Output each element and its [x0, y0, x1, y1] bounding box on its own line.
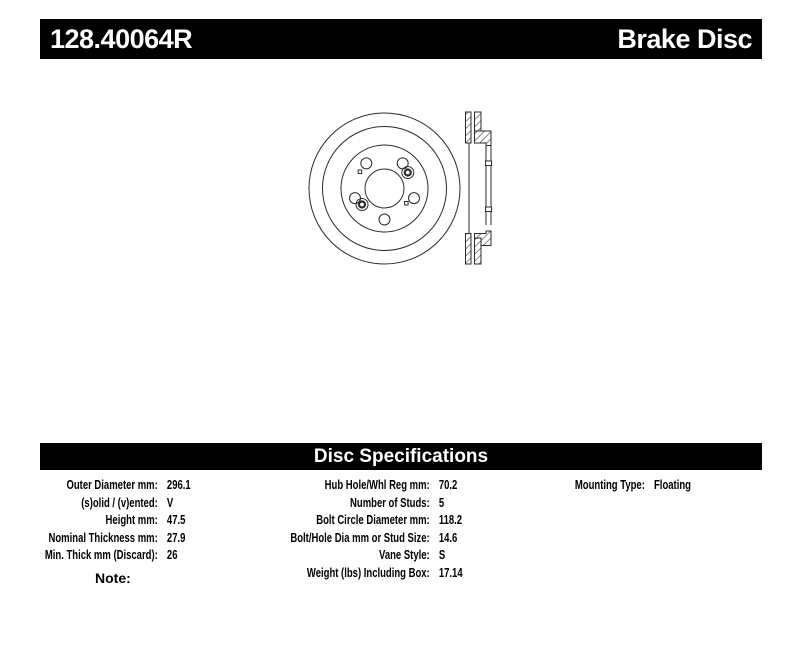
spec-row-outer-diameter — [40, 477, 291, 495]
spec-row-number-of-studs — [280, 495, 538, 513]
spec-label: Height mm: — [105, 513, 158, 527]
disc-outer-edge — [309, 113, 460, 264]
spec-value: 47.5 — [166, 513, 186, 527]
retaining-screw-hole — [356, 199, 368, 211]
spec-label: Number of Studs: — [350, 495, 430, 510]
spec-value: 296.1 — [166, 478, 191, 492]
retaining-screw-hole — [402, 167, 414, 179]
spec-value: 27.9 — [166, 530, 186, 545]
spec-row-nominal-thickness — [40, 530, 291, 548]
spec-label: Mounting Type: — [574, 478, 645, 492]
spec-row-weight — [280, 565, 538, 583]
alignment-mark — [358, 170, 362, 174]
spec-row-mounting-type — [540, 477, 760, 495]
product-type: Brake Disc — [617, 23, 752, 54]
disc-cross-section-view — [466, 112, 492, 264]
spec-value: Floating — [654, 478, 691, 492]
outboard-plate-top — [466, 112, 472, 143]
section-title: Disc Specifications — [313, 445, 489, 467]
spec-row-bolt-circle-diameter — [280, 512, 538, 530]
stud-hole — [361, 158, 372, 169]
spec-value: 17.14 — [438, 565, 463, 580]
spec-column-left — [40, 477, 291, 565]
outboard-plate-bottom — [466, 234, 472, 265]
stud-hole — [409, 193, 420, 204]
disc-center-bore — [365, 169, 404, 208]
spec-row-height — [40, 512, 291, 530]
spec-label: Outer Diameter mm: — [66, 478, 158, 492]
spec-label: Bolt/Hole Dia mm or Stud Size: — [290, 530, 430, 545]
spec-label: Weight (lbs) Including Box: — [306, 565, 430, 580]
spec-label: Vane Style: — [379, 548, 430, 562]
spec-value: V — [166, 495, 174, 510]
spec-row-solid-vented — [40, 495, 291, 513]
spec-value: 70.2 — [438, 478, 458, 492]
spec-label: Min. Thick mm (Discard): — [44, 548, 158, 562]
spec-label: (s)olid / (v)ented: — [81, 495, 158, 510]
part-number: 128.40064R — [50, 23, 193, 54]
spec-row-min-thick — [40, 547, 291, 565]
hat-flange-top — [475, 131, 492, 146]
spec-label: Hub Hole/Whl Reg mm: — [324, 478, 430, 492]
spec-value: 5 — [438, 495, 445, 510]
disc-hub-face — [341, 145, 428, 232]
inboard-plate-bottom — [475, 238, 482, 264]
note-label: Note: — [95, 570, 131, 586]
wall-stud-hole-section — [486, 161, 492, 166]
spec-row-vane-style — [280, 547, 538, 565]
spec-column-right — [540, 477, 760, 495]
spec-label: Nominal Thickness mm: — [48, 530, 158, 545]
alignment-mark — [405, 202, 409, 206]
spec-value: 118.2 — [438, 513, 463, 527]
spec-value: 26 — [166, 548, 178, 562]
spec-value: S — [438, 548, 446, 562]
stud-hole — [397, 158, 408, 169]
wall-stud-hole-section — [486, 207, 492, 212]
spec-value: 14.6 — [438, 530, 458, 545]
spec-row-hub-hole — [280, 477, 538, 495]
stud-hole — [379, 214, 390, 225]
section-bar — [40, 443, 762, 470]
disc-front-view — [309, 113, 460, 264]
spec-column-middle — [280, 477, 538, 582]
spec-label: Bolt Circle Diameter mm: — [316, 513, 430, 527]
spec-row-bolt-hole-dia — [280, 530, 538, 548]
